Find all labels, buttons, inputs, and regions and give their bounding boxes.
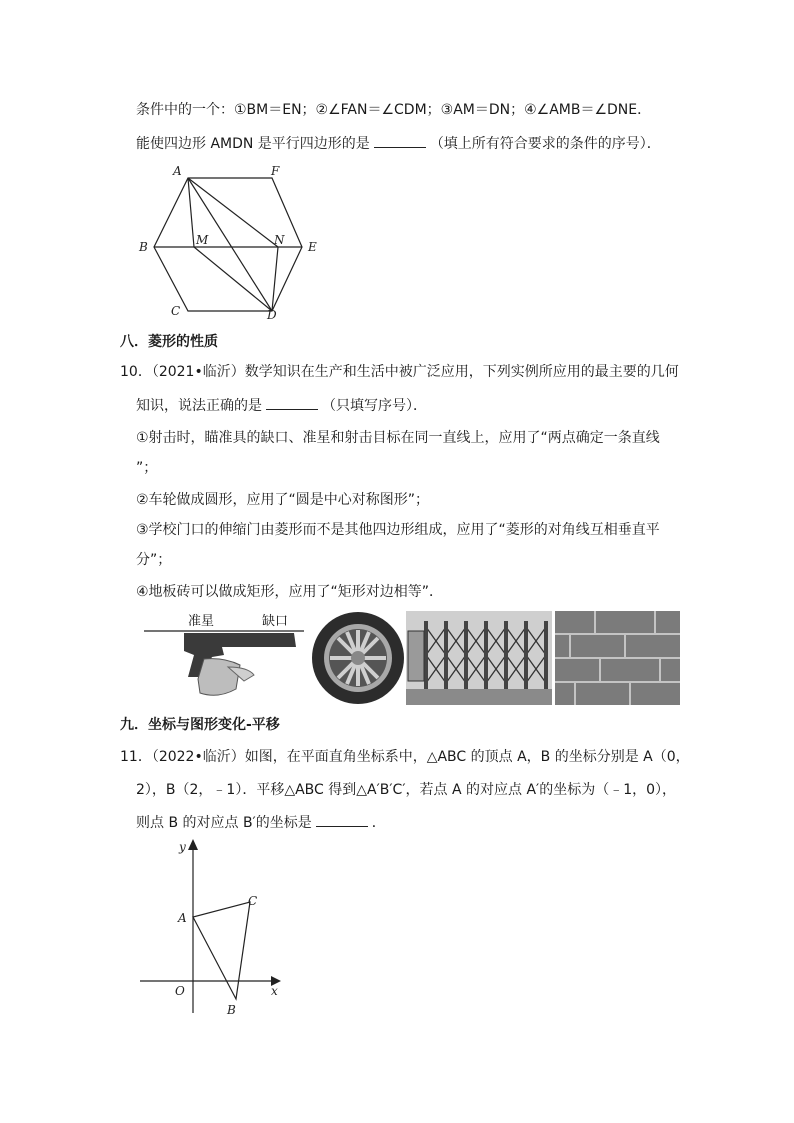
label-o: O (175, 984, 185, 998)
label-n: N (274, 233, 285, 247)
label-m: M (196, 233, 209, 247)
section-9-title: 九．坐标与图形变化-平移 (120, 717, 280, 733)
segment-md (194, 247, 272, 311)
hexagon-figure (130, 160, 330, 325)
label-a: A (173, 164, 182, 178)
floor-tile-photo (555, 611, 680, 705)
q11-number: 11． (120, 749, 152, 765)
segment-am (188, 178, 194, 247)
q11-line1 (120, 747, 690, 767)
q10-line2 (136, 395, 427, 416)
q11-question-text: 则点 B 的对应点 B′的坐标是 (136, 815, 312, 831)
q10-question-hint: （只填写序号）． (322, 398, 427, 414)
q10-option-4: ④地板砖可以做成矩形，应用了“矩形对边相等”． (136, 584, 444, 600)
q10-option-1-end: ”； (136, 460, 158, 476)
q11-answer-blank[interactable] (316, 812, 368, 827)
q10-option-3: ③学校门口的伸缩门由菱形而不是其他四边形组成，应用了“菱形的对角线互相垂直平 (136, 522, 660, 538)
label-c: C (171, 304, 181, 318)
q11-line2: 2），B（2，﹣1）．平移△ABC 得到△A′B′C′，若点 A 的对应点 A′的坐标为（﹣1，0）， (136, 782, 677, 798)
q9-question-hint: （填上所有符合要求的条件的序号）． (429, 136, 661, 152)
q10-line1 (120, 362, 679, 382)
retractable-gate-photo (406, 611, 552, 705)
label-d: D (267, 308, 277, 322)
q10-option-1: ①射击时，瞄准具的缺口、准星和射击目标在同一直线上，应用了“两点确定一条直线 (136, 430, 660, 446)
q10-answer-blank[interactable] (266, 395, 318, 410)
label-b: B (227, 1003, 236, 1017)
label-c: C (248, 894, 258, 908)
q10-option-3-end: 分”； (136, 552, 172, 568)
label-a: A (178, 911, 187, 925)
q11-line3 (136, 812, 386, 833)
section-8-title: 八．菱形的性质 (120, 334, 218, 350)
label-y: y (179, 840, 186, 854)
label-b: B (139, 240, 148, 254)
q11-intro: （2022•临沂）如图，在平面直角坐标系中，△ABC 的顶点 A，B 的坐标分别是 A（0， (151, 749, 690, 765)
label-e: E (308, 240, 317, 254)
q10-intro: （2021•临沂）数学知识在生产和生活中被广泛应用，下列实例所应用的最主要的几何 (151, 364, 679, 380)
q10-question-text: 知识，说法正确的是 (136, 398, 262, 414)
label-x: x (271, 984, 278, 998)
sight-label: 准星 (188, 614, 215, 629)
q11-question-end: ． (371, 815, 386, 831)
q9-question (136, 133, 661, 154)
notch-label: 缺口 (262, 614, 289, 629)
q9-conditions: 条件中的一个：①BM＝EN；②∠FAN＝∠CDM；③AM＝DN；④∠AMB＝∠DNE． (136, 102, 652, 118)
q9-answer-blank[interactable] (374, 133, 426, 148)
q9-question-text: 能使四边形 AMDN 是平行四边形的是 (136, 136, 370, 152)
q10-option-2: ②车轮做成圆形，应用了“圆是中心对称图形”； (136, 492, 430, 508)
label-f: F (271, 164, 280, 178)
coordinate-figure (135, 835, 295, 1020)
gun-aiming-photo (144, 611, 308, 705)
triangle-abc (193, 902, 250, 999)
y-axis-arrow (188, 839, 198, 850)
q10-number: 10． (120, 364, 152, 380)
wheel-photo (311, 611, 405, 705)
